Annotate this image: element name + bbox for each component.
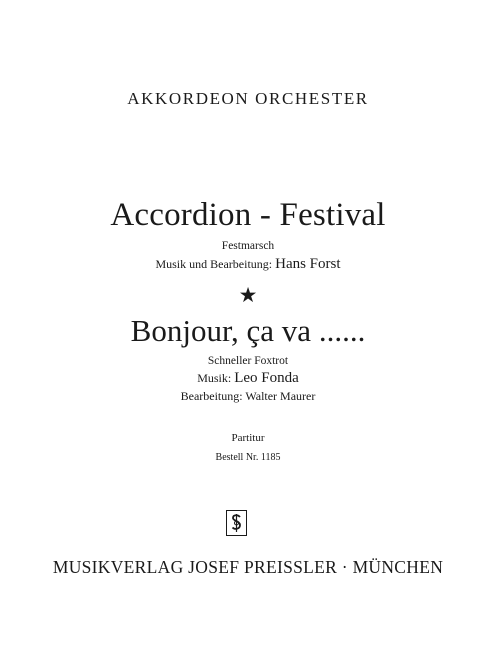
edition-type: Partitur (231, 432, 265, 444)
piece1-credit-label: Musik und Bearbeitung: (155, 257, 273, 271)
piece2-subtitle: Schneller Foxtrot (207, 355, 289, 367)
piece1-title: Accordion - Festival (110, 197, 386, 233)
piece1-subtitle: Festmarsch (221, 240, 275, 252)
ensemble-heading: AKKORDEON ORCHESTER (127, 89, 369, 108)
piece2-music-name: Leo Fonda (234, 370, 299, 386)
piece2-title: Bonjour, ça va ...... (130, 313, 366, 348)
piece1-credit (0, 256, 496, 273)
order-number: Bestell Nr. 1185 (215, 452, 281, 463)
publisher-name: MUSIKVERLAG JOSEF PREISSLER · MÜNCHEN (52, 557, 444, 577)
piece1-credit-name: Hans Forst (275, 256, 341, 272)
piece2-music-label: Musik: (197, 371, 232, 385)
star-separator-icon: ★ (238, 283, 258, 307)
piece2-arrangement-credit: Bearbeitung: Walter Maurer (180, 389, 316, 403)
publisher-monogram-icon (226, 510, 247, 536)
piece2-music-credit (0, 370, 496, 387)
